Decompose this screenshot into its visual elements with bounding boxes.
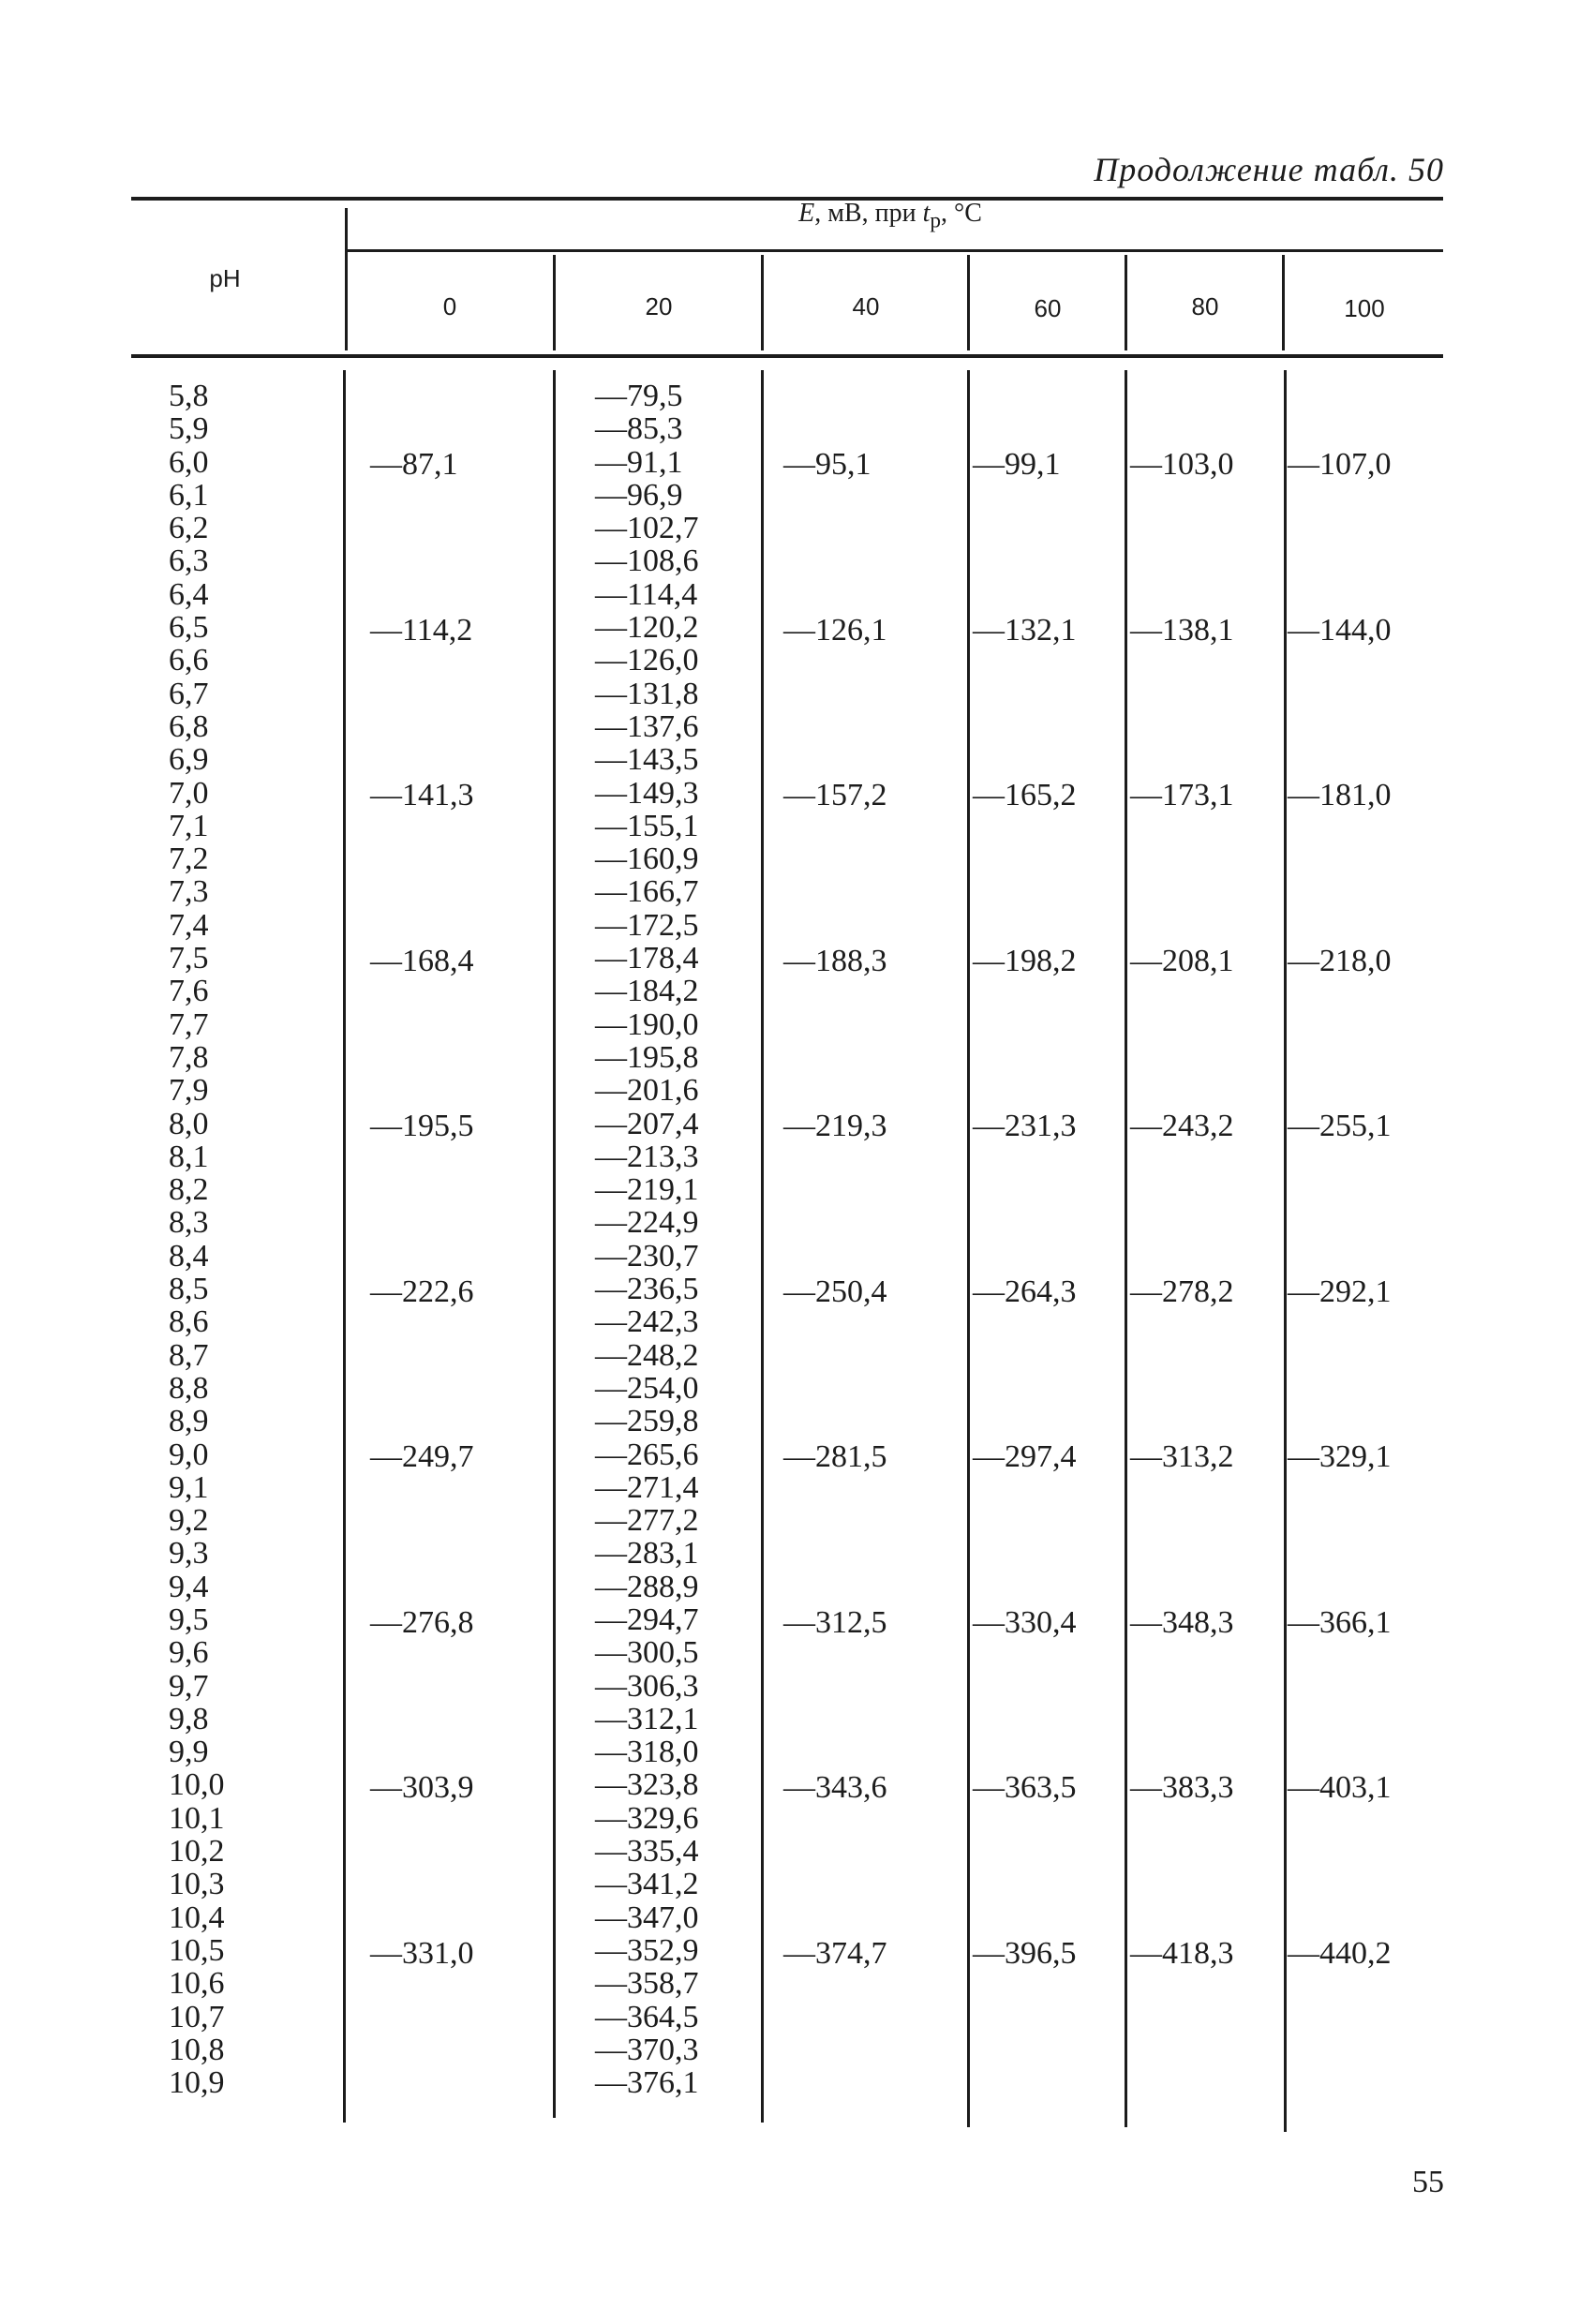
t20-cell: —364,5 bbox=[595, 1999, 699, 2034]
t20-cell: —376,1 bbox=[595, 2065, 699, 2101]
t100-cell: —329,1 bbox=[1288, 1439, 1392, 1475]
t0-cell: —222,6 bbox=[370, 1274, 474, 1309]
t20-cell: —347,0 bbox=[595, 1899, 699, 1935]
t80-cell: —278,2 bbox=[1130, 1274, 1234, 1309]
body-divider-80 bbox=[1125, 370, 1127, 2127]
ph-cell: 9,8 bbox=[169, 1701, 209, 1736]
header-group-suffix: , °C bbox=[941, 199, 982, 228]
ph-cell: 9,7 bbox=[169, 1668, 209, 1704]
t0-cell: —195,5 bbox=[370, 1109, 474, 1144]
t20-cell: —294,7 bbox=[595, 1601, 699, 1637]
ph-cell: 9,5 bbox=[169, 1601, 209, 1637]
ph-cell: 8,3 bbox=[169, 1205, 209, 1241]
t20-cell: —149,3 bbox=[595, 775, 699, 811]
ph-cell: 9,3 bbox=[169, 1536, 209, 1572]
t80-cell: —313,2 bbox=[1130, 1439, 1234, 1475]
t20-cell: —160,9 bbox=[595, 842, 699, 877]
ph-cell: 10,8 bbox=[169, 2032, 225, 2067]
t80-cell: —103,0 bbox=[1130, 447, 1234, 483]
body-divider-60 bbox=[967, 370, 970, 2127]
header-group-sub: р bbox=[930, 208, 942, 233]
ph-cell: 7,6 bbox=[169, 974, 209, 1009]
t80-cell: —418,3 bbox=[1130, 1935, 1234, 1971]
t20-cell: —242,3 bbox=[595, 1304, 699, 1340]
ph-cell: 7,4 bbox=[169, 907, 209, 943]
ph-cell: 8,8 bbox=[169, 1370, 209, 1406]
ph-cell: 8,4 bbox=[169, 1238, 209, 1274]
t20-cell: —283,1 bbox=[595, 1536, 699, 1572]
table-caption: Продолжение табл. 50 bbox=[1094, 151, 1444, 188]
t20-cell: —271,4 bbox=[595, 1469, 699, 1505]
t20-cell: —120,2 bbox=[595, 610, 699, 646]
ph-cell: 9,1 bbox=[169, 1469, 209, 1505]
ph-cell: 10,3 bbox=[169, 1867, 225, 1902]
header-group-label bbox=[347, 199, 1434, 234]
header-temp-0: 0 bbox=[442, 292, 457, 320]
t0-cell: —114,2 bbox=[370, 612, 473, 648]
t20-cell: —312,1 bbox=[595, 1701, 699, 1736]
t0-cell: —87,1 bbox=[370, 447, 458, 483]
t20-cell: —131,8 bbox=[595, 676, 699, 711]
header-bottom-rule bbox=[131, 354, 1443, 358]
ph-cell: 7,9 bbox=[169, 1073, 209, 1109]
body-divider-100 bbox=[1284, 370, 1287, 2132]
t80-cell: —243,2 bbox=[1130, 1109, 1234, 1144]
t40-cell: —312,5 bbox=[783, 1604, 887, 1640]
t80-cell: —138,1 bbox=[1130, 612, 1234, 648]
t0-cell: —303,9 bbox=[370, 1770, 474, 1806]
ph-cell: 8,7 bbox=[169, 1337, 209, 1373]
t20-cell: —318,0 bbox=[595, 1735, 699, 1770]
ph-cell: 10,2 bbox=[169, 1834, 225, 1870]
t80-cell: —208,1 bbox=[1130, 943, 1234, 978]
t40-cell: —157,2 bbox=[783, 778, 887, 813]
page-number: 55 bbox=[1412, 2165, 1444, 2199]
t100-cell: —403,1 bbox=[1288, 1770, 1392, 1806]
ph-cell: 7,3 bbox=[169, 874, 209, 910]
t20-cell: —108,6 bbox=[595, 544, 699, 579]
t20-cell: —259,8 bbox=[595, 1404, 699, 1439]
ph-cell: 5,8 bbox=[169, 379, 209, 413]
ph-cell: 6,1 bbox=[169, 477, 209, 513]
ph-cell: 9,4 bbox=[169, 1569, 209, 1604]
t20-cell: —184,2 bbox=[595, 974, 699, 1009]
ph-cell: 7,1 bbox=[169, 808, 209, 843]
t20-cell: —329,6 bbox=[595, 1800, 699, 1836]
body-divider-40 bbox=[761, 370, 764, 2123]
t20-cell: —341,2 bbox=[595, 1867, 699, 1902]
t20-cell: —96,9 bbox=[595, 477, 683, 513]
ph-cell: 6,3 bbox=[169, 544, 209, 579]
t20-cell: —85,3 bbox=[595, 411, 683, 447]
header-group-middle: , мВ, при bbox=[814, 199, 923, 228]
t20-column bbox=[595, 380, 717, 2099]
t100-cell: —292,1 bbox=[1288, 1274, 1392, 1309]
ph-cell: 6,5 bbox=[169, 610, 209, 646]
t100-cell: —255,1 bbox=[1288, 1109, 1392, 1144]
ph-cell: 10,0 bbox=[169, 1767, 225, 1803]
header-temp-80: 80 bbox=[1191, 292, 1219, 320]
ph-cell: 6,9 bbox=[169, 742, 209, 778]
t40-cell: —374,7 bbox=[783, 1935, 887, 1971]
t100-cell: —144,0 bbox=[1288, 612, 1392, 648]
ph-cell: 9,0 bbox=[169, 1437, 209, 1472]
t60-cell: —165,2 bbox=[973, 778, 1077, 813]
t80-cell: —173,1 bbox=[1130, 778, 1234, 813]
t20-cell: —172,5 bbox=[595, 907, 699, 943]
t40-cell: —250,4 bbox=[783, 1274, 887, 1309]
t40-cell: —343,6 bbox=[783, 1770, 887, 1806]
t0-cell: —141,3 bbox=[370, 778, 474, 813]
t100-cell: —107,0 bbox=[1288, 447, 1392, 483]
t40-cell: —126,1 bbox=[783, 612, 887, 648]
ph-cell: 7,0 bbox=[169, 775, 209, 811]
t20-cell: —91,1 bbox=[595, 444, 683, 480]
ph-cell: 8,2 bbox=[169, 1172, 209, 1208]
ph-cell: 9,6 bbox=[169, 1635, 209, 1671]
ph-cell: 7,2 bbox=[169, 842, 209, 877]
t20-cell: —102,7 bbox=[595, 511, 699, 546]
header-group-var: t bbox=[922, 199, 931, 228]
t20-cell: —143,5 bbox=[595, 742, 699, 778]
t40-cell: —188,3 bbox=[783, 943, 887, 978]
ph-cell: 6,6 bbox=[169, 643, 209, 678]
t20-cell: —201,6 bbox=[595, 1073, 699, 1109]
body-divider-20 bbox=[553, 370, 556, 2118]
header-temp-60: 60 bbox=[1034, 294, 1062, 322]
ph-cell: 6,7 bbox=[169, 676, 209, 711]
ph-cell: 7,7 bbox=[169, 1006, 209, 1042]
ph-cell: 10,4 bbox=[169, 1899, 225, 1935]
t20-cell: —248,2 bbox=[595, 1337, 699, 1373]
header-temp-100: 100 bbox=[1344, 294, 1385, 322]
t20-cell: —254,0 bbox=[595, 1370, 699, 1406]
t60-cell: —330,4 bbox=[973, 1604, 1077, 1640]
t20-cell: —207,4 bbox=[595, 1106, 699, 1141]
t20-cell: —277,2 bbox=[595, 1503, 699, 1539]
t20-cell: —137,6 bbox=[595, 708, 699, 744]
group-header-rule bbox=[347, 249, 1443, 252]
t20-cell: —370,3 bbox=[595, 2032, 699, 2067]
ph-cell: 6,8 bbox=[169, 708, 209, 744]
t20-cell: —224,9 bbox=[595, 1205, 699, 1241]
ph-cell: 10,6 bbox=[169, 1966, 225, 2002]
t0-cell: —168,4 bbox=[370, 943, 474, 978]
body-divider-ph bbox=[343, 370, 346, 2123]
t20-cell: —213,3 bbox=[595, 1139, 699, 1174]
t60-cell: —297,4 bbox=[973, 1439, 1077, 1475]
t100-cell: —181,0 bbox=[1288, 778, 1392, 813]
header-ph: pH bbox=[209, 264, 241, 292]
ph-cell: 10,5 bbox=[169, 1932, 225, 1968]
ph-cell: 8,5 bbox=[169, 1272, 209, 1307]
ph-cell: 8,9 bbox=[169, 1404, 209, 1439]
t60-cell: —363,5 bbox=[973, 1770, 1077, 1806]
ph-cell: 7,5 bbox=[169, 941, 209, 976]
t20-cell: —126,0 bbox=[595, 643, 699, 678]
t40-cell: —281,5 bbox=[783, 1439, 887, 1475]
t20-cell: —166,7 bbox=[595, 874, 699, 910]
t20-cell: —79,5 bbox=[595, 379, 683, 413]
t20-cell: —230,7 bbox=[595, 1238, 699, 1274]
t20-cell: —335,4 bbox=[595, 1834, 699, 1870]
ph-cell: 8,0 bbox=[169, 1106, 209, 1141]
t60-cell: —264,3 bbox=[973, 1274, 1077, 1309]
header-temp-40: 40 bbox=[852, 292, 880, 320]
t20-cell: —265,6 bbox=[595, 1437, 699, 1472]
ph-cell: 10,1 bbox=[169, 1800, 225, 1836]
t100-cell: —366,1 bbox=[1288, 1604, 1392, 1640]
t80-cell: —348,3 bbox=[1130, 1604, 1234, 1640]
t20-cell: —352,9 bbox=[595, 1932, 699, 1968]
t0-cell: —276,8 bbox=[370, 1604, 474, 1640]
t40-cell: —219,3 bbox=[783, 1109, 887, 1144]
t60-cell: —132,1 bbox=[973, 612, 1077, 648]
t60-cell: —396,5 bbox=[973, 1935, 1077, 1971]
t20-cell: —178,4 bbox=[595, 941, 699, 976]
t0-cell: —331,0 bbox=[370, 1935, 474, 1971]
t20-cell: —219,1 bbox=[595, 1172, 699, 1208]
t20-cell: —306,3 bbox=[595, 1668, 699, 1704]
ph-cell: 8,6 bbox=[169, 1304, 209, 1340]
t60-cell: —198,2 bbox=[973, 943, 1077, 978]
ph-cell: 7,8 bbox=[169, 1039, 209, 1075]
ph-cell: 8,1 bbox=[169, 1139, 209, 1174]
t60-cell: —99,1 bbox=[973, 447, 1061, 483]
ph-cell: 9,2 bbox=[169, 1503, 209, 1539]
t100-cell: —440,2 bbox=[1288, 1935, 1392, 1971]
t100-cell: —218,0 bbox=[1288, 943, 1392, 978]
ph-cell: 6,0 bbox=[169, 444, 209, 480]
header-group-prefix: E bbox=[798, 199, 815, 228]
t20-cell: —236,5 bbox=[595, 1272, 699, 1307]
t20-cell: —114,4 bbox=[595, 576, 698, 612]
t60-cell: —231,3 bbox=[973, 1109, 1077, 1144]
t20-cell: —195,8 bbox=[595, 1039, 699, 1075]
ph-column bbox=[169, 380, 272, 2099]
header-temp-20: 20 bbox=[645, 292, 673, 320]
t20-cell: —288,9 bbox=[595, 1569, 699, 1604]
ph-cell: 10,9 bbox=[169, 2065, 225, 2101]
t20-cell: —300,5 bbox=[595, 1635, 699, 1671]
t80-cell: —383,3 bbox=[1130, 1770, 1234, 1806]
ph-cell: 6,4 bbox=[169, 576, 209, 612]
t20-cell: —190,0 bbox=[595, 1006, 699, 1042]
t20-cell: —358,7 bbox=[595, 1966, 699, 2002]
t20-cell: —155,1 bbox=[595, 808, 699, 843]
ph-cell: 6,2 bbox=[169, 511, 209, 546]
t20-cell: —323,8 bbox=[595, 1767, 699, 1803]
ph-cell: 9,9 bbox=[169, 1735, 209, 1770]
ph-cell: 5,9 bbox=[169, 411, 209, 447]
t40-cell: —95,1 bbox=[783, 447, 871, 483]
ph-cell: 10,7 bbox=[169, 1999, 225, 2034]
t0-cell: —249,7 bbox=[370, 1439, 474, 1475]
